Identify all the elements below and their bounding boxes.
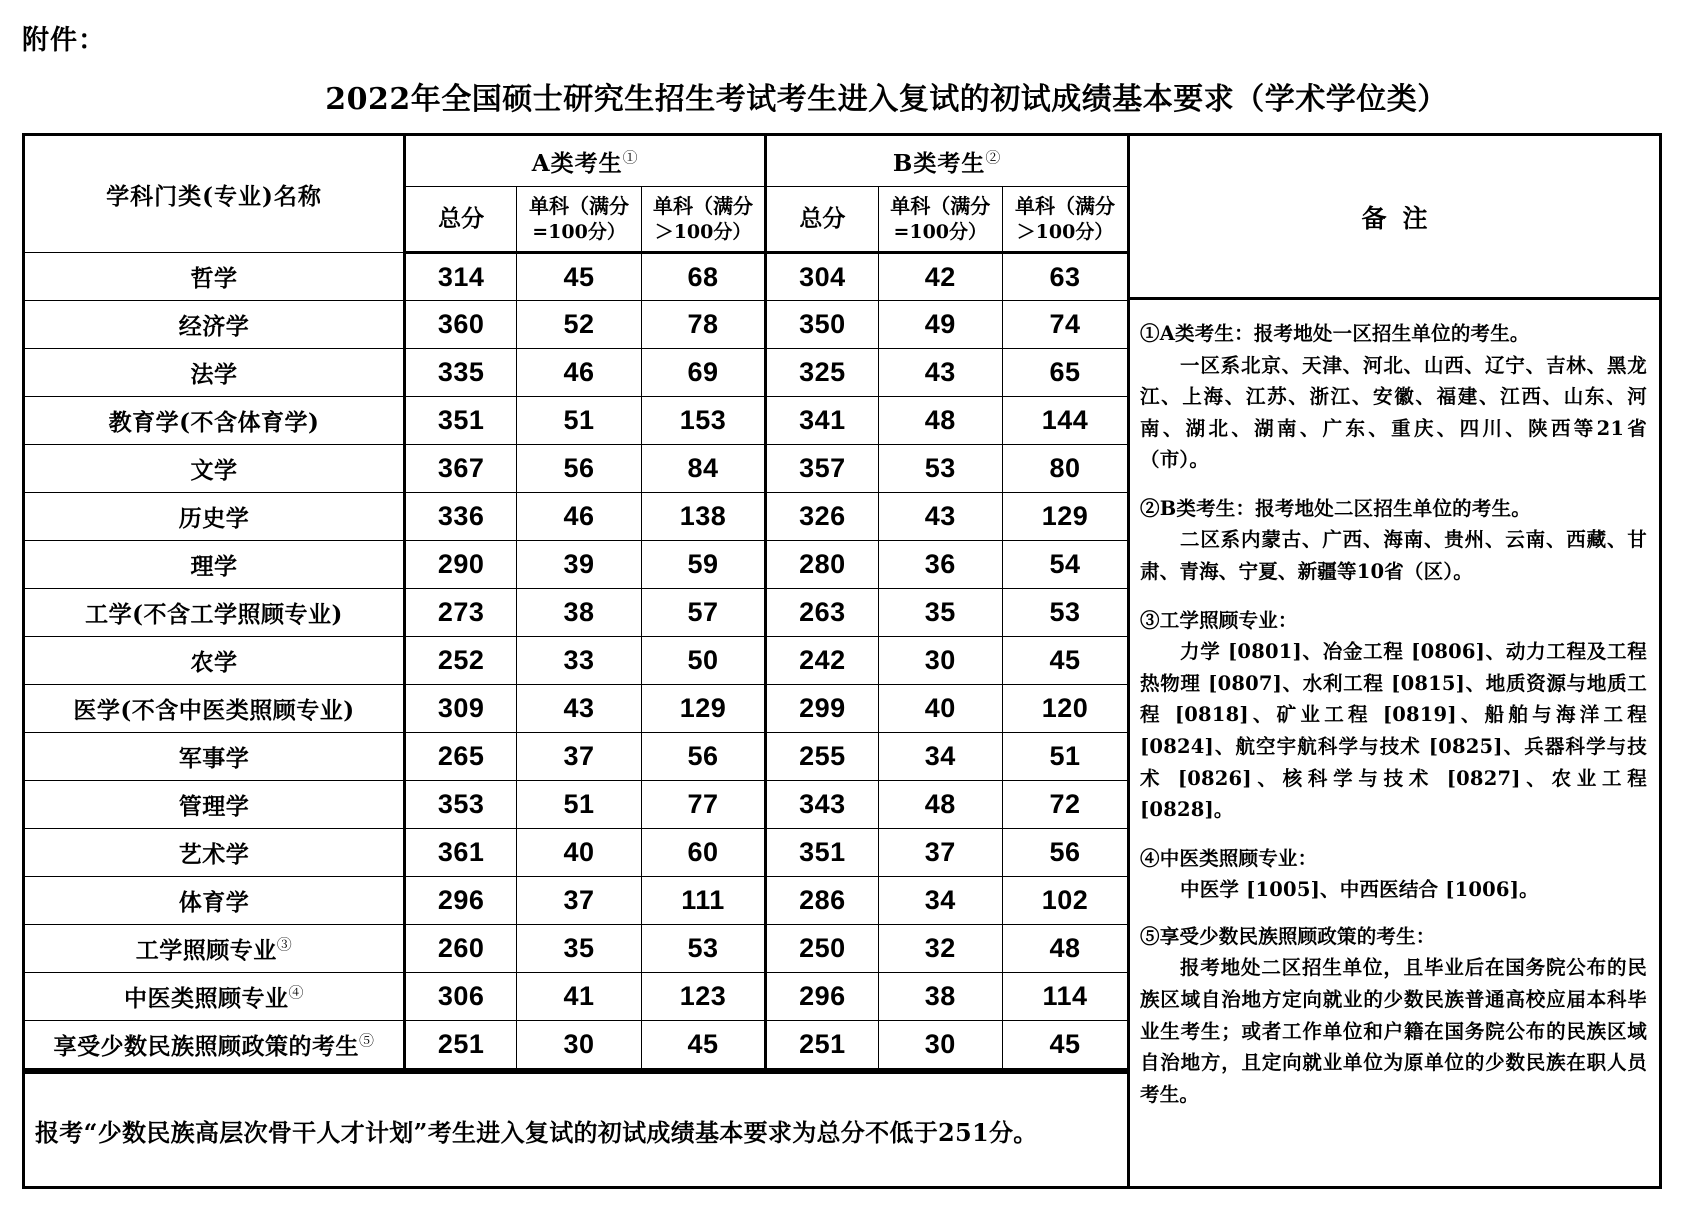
row-b-total: 304 <box>766 253 878 301</box>
row-a-total: 251 <box>405 1021 517 1070</box>
row-subject-name <box>25 973 405 1021</box>
row-a-single-gt: 123 <box>641 973 765 1021</box>
remark-item <box>1140 605 1647 826</box>
subject-label: 历史学 <box>178 505 250 532</box>
row-b-single-gt: 65 <box>1002 349 1127 397</box>
table-row <box>25 925 1127 973</box>
table-row <box>25 301 1127 349</box>
a-single-eq-line1: 单科（满分 <box>529 193 630 218</box>
row-a-single-gt: 60 <box>641 829 765 877</box>
remarks-column <box>1130 136 1659 1186</box>
score-table-head <box>25 136 1127 253</box>
row-a-single-eq: 46 <box>517 349 641 397</box>
group-a-marker: ① <box>622 147 639 166</box>
row-b-single-eq: 36 <box>878 541 1002 589</box>
row-a-single-gt: 59 <box>641 541 765 589</box>
table-row <box>25 637 1127 685</box>
row-b-single-gt: 102 <box>1002 877 1127 925</box>
b-single-eq-line1: 单科（满分 <box>890 193 991 218</box>
subject-label: 工学照顾专业 <box>135 937 277 964</box>
row-b-total: 299 <box>766 685 878 733</box>
row-a-single-eq: 40 <box>517 829 641 877</box>
column-group-header-b <box>766 136 1127 187</box>
row-a-single-eq: 39 <box>517 541 641 589</box>
column-header-a-single-eq <box>517 187 641 253</box>
row-a-single-eq: 51 <box>517 397 641 445</box>
row-a-single-eq: 30 <box>517 1021 641 1070</box>
group-b-marker: ② <box>985 147 1002 166</box>
row-a-total: 351 <box>405 397 517 445</box>
row-subject-name <box>25 925 405 973</box>
row-b-single-gt: 120 <box>1002 685 1127 733</box>
score-table-block <box>25 136 1130 1186</box>
row-subject-name <box>25 445 405 493</box>
row-a-total: 361 <box>405 829 517 877</box>
row-b-single-gt: 45 <box>1002 637 1127 685</box>
table-footer-note: 报考“少数民族高层次骨干人才计划”考生进入复试的初试成绩基本要求为总分不低于251分。 <box>25 1071 1127 1186</box>
subject-footnote-marker: ③ <box>276 935 293 954</box>
page-title: 2022年全国硕士研究生招生考试考生进入复试的初试成绩基本要求（学术学位类） <box>325 82 1448 117</box>
row-subject-name <box>25 541 405 589</box>
a-single-gt-line1: 单科（满分 <box>653 193 754 218</box>
subject-label: 哲学 <box>190 265 238 292</box>
column-header-a-total: 总分 <box>405 187 517 253</box>
subject-label: 文学 <box>190 457 238 484</box>
row-b-single-eq: 34 <box>878 877 1002 925</box>
column-header-subject: 学科门类(专业)名称 <box>25 136 405 253</box>
row-a-total: 335 <box>405 349 517 397</box>
table-row <box>25 781 1127 829</box>
row-b-single-eq: 40 <box>878 685 1002 733</box>
row-b-single-eq: 42 <box>878 253 1002 301</box>
subject-label: 理学 <box>190 553 238 580</box>
row-a-single-eq: 33 <box>517 637 641 685</box>
table-row <box>25 253 1127 301</box>
subject-label: 经济学 <box>178 313 250 340</box>
row-a-single-eq: 56 <box>517 445 641 493</box>
remarks-list <box>1130 300 1659 1110</box>
row-b-total: 286 <box>766 877 878 925</box>
remark-heading: ①A类考生：报考地处一区招生单位的考生。 <box>1140 322 1530 345</box>
row-a-single-gt: 129 <box>641 685 765 733</box>
row-a-single-gt: 111 <box>641 877 765 925</box>
row-b-single-gt: 56 <box>1002 829 1127 877</box>
row-subject-name <box>25 781 405 829</box>
subject-footnote-marker: ⑤ <box>359 1031 375 1050</box>
row-a-single-eq: 52 <box>517 301 641 349</box>
row-b-total: 326 <box>766 493 878 541</box>
row-b-total: 251 <box>766 1021 878 1070</box>
row-a-total: 290 <box>405 541 517 589</box>
row-b-single-eq: 34 <box>878 733 1002 781</box>
row-a-total: 273 <box>405 589 517 637</box>
remark-body: 中医学 [1005]、中西医结合 [1006]。 <box>1180 878 1539 902</box>
row-b-single-gt: 48 <box>1002 925 1127 973</box>
column-header-b-total: 总分 <box>766 187 878 253</box>
remark-item <box>1140 493 1647 588</box>
row-b-single-gt: 129 <box>1002 493 1127 541</box>
remark-item <box>1140 318 1647 476</box>
row-b-single-gt: 72 <box>1002 781 1127 829</box>
remark-body: 二区系内蒙古、广西、海南、贵州、云南、西藏、甘肃、青海、宁夏、新疆等10省（区）。 <box>1140 528 1647 584</box>
remark-heading: ⑤享受少数民族照顾政策的考生： <box>1140 924 1436 948</box>
row-b-single-eq: 37 <box>878 829 1002 877</box>
table-row <box>25 445 1127 493</box>
row-a-single-eq: 45 <box>517 253 641 301</box>
row-a-single-eq: 41 <box>517 973 641 1021</box>
row-a-single-eq: 46 <box>517 493 641 541</box>
row-a-single-eq: 35 <box>517 925 641 973</box>
row-b-single-eq: 38 <box>878 973 1002 1021</box>
row-subject-name <box>25 301 405 349</box>
subject-label: 教育学(不含体育学) <box>108 409 320 436</box>
row-a-total: 252 <box>405 637 517 685</box>
score-table <box>25 136 1127 1071</box>
row-a-total: 260 <box>405 925 517 973</box>
row-subject-name <box>25 253 405 301</box>
table-row <box>25 973 1127 1021</box>
remark-body: 力学 [0801]、冶金工程 [0806]、动力工程及工程热物理 [0807]、水利工程 [0815]、地质资源与地质工程 [0818]、矿业工程 [0819]、船舶与海洋工程 [0824]、航空宇航科学与技术 [0825]、兵器科学与技术 [0826]、核科学与技术 [0827]、农业工程 [0828]。 <box>1140 640 1647 822</box>
row-b-single-gt: 63 <box>1002 253 1127 301</box>
row-a-single-gt: 50 <box>641 637 765 685</box>
remarks-column-header: 备注 <box>1130 136 1659 300</box>
row-b-single-eq: 48 <box>878 397 1002 445</box>
group-a-label: A类考生 <box>531 149 623 177</box>
column-group-header-a <box>405 136 766 187</box>
row-subject-name <box>25 685 405 733</box>
row-b-single-eq: 43 <box>878 349 1002 397</box>
row-a-total: 360 <box>405 301 517 349</box>
row-a-single-eq: 37 <box>517 733 641 781</box>
row-b-total: 325 <box>766 349 878 397</box>
remark-heading: ④中医类照顾专业： <box>1140 846 1318 870</box>
row-b-total: 280 <box>766 541 878 589</box>
row-b-single-eq: 49 <box>878 301 1002 349</box>
row-b-single-gt: 144 <box>1002 397 1127 445</box>
row-a-single-gt: 53 <box>641 925 765 973</box>
table-row <box>25 349 1127 397</box>
row-a-single-gt: 56 <box>641 733 765 781</box>
row-a-single-gt: 57 <box>641 589 765 637</box>
table-row <box>25 829 1127 877</box>
subject-label: 艺术学 <box>178 841 250 868</box>
row-b-single-eq: 48 <box>878 781 1002 829</box>
row-b-total: 351 <box>766 829 878 877</box>
remark-body: 报考地处二区招生单位，且毕业后在国务院公布的民族区域自治地方定向就业的少数民族普通高校应届本科毕业生考生；或者工作单位和户籍在国务院公布的民族区域自治地方，且定向就业单位为原单位的少数民族在职人员考生。 <box>1140 956 1647 1106</box>
attachment-label: 附件： <box>22 25 106 56</box>
column-header-b-single-eq <box>878 187 1002 253</box>
row-a-single-eq: 37 <box>517 877 641 925</box>
b-single-eq-line2: =100分） <box>893 220 988 243</box>
remark-item <box>1140 843 1647 906</box>
row-b-single-gt: 53 <box>1002 589 1127 637</box>
row-a-single-gt: 84 <box>641 445 765 493</box>
row-b-total: 242 <box>766 637 878 685</box>
row-a-total: 306 <box>405 973 517 1021</box>
subject-label: 管理学 <box>178 793 250 820</box>
row-b-total: 263 <box>766 589 878 637</box>
row-a-total: 314 <box>405 253 517 301</box>
subject-label: 法学 <box>190 361 238 388</box>
row-b-single-gt: 74 <box>1002 301 1127 349</box>
row-b-total: 357 <box>766 445 878 493</box>
table-row <box>25 397 1127 445</box>
row-b-total: 296 <box>766 973 878 1021</box>
table-row <box>25 733 1127 781</box>
row-subject-name <box>25 637 405 685</box>
row-a-single-gt: 78 <box>641 301 765 349</box>
table-row <box>25 685 1127 733</box>
row-a-single-gt: 77 <box>641 781 765 829</box>
row-b-single-eq: 30 <box>878 637 1002 685</box>
row-b-single-gt: 54 <box>1002 541 1127 589</box>
group-b-label: B类考生 <box>892 149 986 177</box>
row-a-total: 336 <box>405 493 517 541</box>
row-b-single-eq: 53 <box>878 445 1002 493</box>
remark-body: 一区系北京、天津、河北、山西、辽宁、吉林、黑龙江、上海、江苏、浙江、安徽、福建、江西、山东、河南、湖北、湖南、广东、重庆、四川、陕西等21省（市）。 <box>1140 353 1647 472</box>
b-single-gt-line2: ＞100分） <box>1016 220 1114 243</box>
row-subject-name <box>25 877 405 925</box>
row-a-total: 367 <box>405 445 517 493</box>
column-header-a-single-gt <box>641 187 765 253</box>
subject-label: 中医类照顾专业 <box>124 985 289 1012</box>
row-a-single-gt: 45 <box>641 1021 765 1070</box>
row-b-total: 350 <box>766 301 878 349</box>
b-single-gt-line1: 单科（满分 <box>1014 193 1115 218</box>
row-subject-name <box>25 733 405 781</box>
remark-item <box>1140 921 1647 1110</box>
subject-label: 工学(不含工学照顾专业) <box>85 601 343 628</box>
row-a-single-eq: 51 <box>517 781 641 829</box>
row-subject-name <box>25 829 405 877</box>
subject-label: 享受少数民族照顾政策的考生 <box>53 1033 360 1060</box>
row-b-total: 341 <box>766 397 878 445</box>
row-subject-name <box>25 493 405 541</box>
row-b-single-gt: 114 <box>1002 973 1127 1021</box>
row-b-total: 255 <box>766 733 878 781</box>
row-b-single-eq: 30 <box>878 1021 1002 1070</box>
row-a-single-gt: 138 <box>641 493 765 541</box>
row-a-total: 309 <box>405 685 517 733</box>
row-a-single-gt: 69 <box>641 349 765 397</box>
row-subject-name <box>25 589 405 637</box>
subject-footnote-marker: ④ <box>288 983 305 1002</box>
row-subject-name <box>25 397 405 445</box>
row-subject-name <box>25 349 405 397</box>
row-b-single-eq: 32 <box>878 925 1002 973</box>
score-table-container <box>22 133 1662 1189</box>
subject-label: 军事学 <box>178 745 250 772</box>
row-b-single-gt: 80 <box>1002 445 1127 493</box>
a-single-eq-line2: =100分） <box>532 220 626 243</box>
row-b-total: 250 <box>766 925 878 973</box>
score-table-body <box>25 253 1127 1070</box>
row-b-single-eq: 35 <box>878 589 1002 637</box>
table-row <box>25 1021 1127 1070</box>
row-b-single-gt: 51 <box>1002 733 1127 781</box>
row-subject-name <box>25 1021 405 1070</box>
a-single-gt-line2: ＞100分） <box>654 220 752 243</box>
row-a-single-gt: 153 <box>641 397 765 445</box>
row-a-total: 265 <box>405 733 517 781</box>
remark-heading: ③工学照顾专业： <box>1140 608 1298 632</box>
row-a-total: 353 <box>405 781 517 829</box>
row-a-single-gt: 68 <box>641 253 765 301</box>
row-a-total: 296 <box>405 877 517 925</box>
column-header-b-single-gt <box>1002 187 1127 253</box>
row-b-total: 343 <box>766 781 878 829</box>
remark-heading: ②B类考生：报考地处二区招生单位的考生。 <box>1140 496 1531 520</box>
row-b-single-gt: 45 <box>1002 1021 1127 1070</box>
table-row <box>25 493 1127 541</box>
subject-label: 医学(不含中医类照顾专业) <box>73 697 355 724</box>
row-b-single-eq: 43 <box>878 493 1002 541</box>
table-row <box>25 589 1127 637</box>
row-a-single-eq: 43 <box>517 685 641 733</box>
table-row <box>25 541 1127 589</box>
subject-label: 体育学 <box>178 889 250 916</box>
row-a-single-eq: 38 <box>517 589 641 637</box>
table-row <box>25 877 1127 925</box>
subject-label: 农学 <box>190 649 238 676</box>
